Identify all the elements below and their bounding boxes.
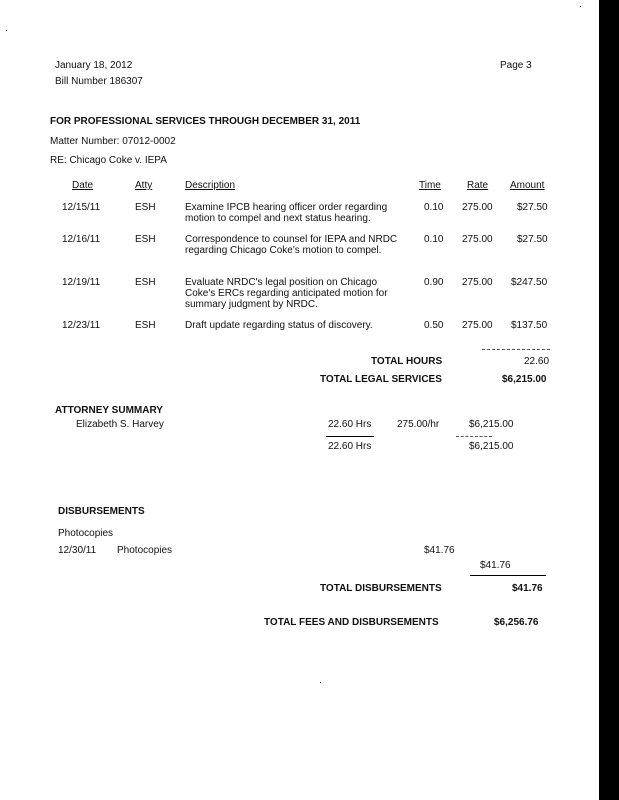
row-amount: $27.50 [517, 202, 548, 213]
scan-speck [320, 682, 321, 683]
total-hours-value: 22.60 [524, 356, 550, 367]
attorney-name: Elizabeth S. Harvey [76, 419, 164, 430]
row-rate: 275.00 [462, 234, 493, 245]
attorney-hours: 22.60 Hrs [328, 419, 372, 430]
attorney-total-amount: $6,215.00 [469, 441, 514, 452]
row-date: 12/23/11 [62, 320, 101, 331]
row-date: 12/16/11 [62, 234, 101, 245]
scan-speck [6, 30, 7, 31]
col-header-atty: Atty [135, 180, 153, 191]
attorney-summary-title: ATTORNEY SUMMARY [55, 405, 163, 416]
row-time: 0.10 [424, 234, 444, 245]
matter-number: Matter Number: 07012-0002 [50, 136, 176, 147]
invoice-date: January 18, 2012 [55, 60, 133, 71]
row-rate: 275.00 [462, 320, 493, 331]
row-description: Draft update regarding status of discovery. [185, 320, 373, 331]
attorney-total-hours: 22.60 Hrs [328, 441, 372, 452]
row-time: 0.10 [424, 202, 444, 213]
scan-speck [580, 6, 581, 7]
row-atty: ESH [135, 202, 156, 213]
disbursement-description: Photocopies [117, 545, 173, 556]
col-header-rate: Rate [467, 180, 489, 191]
row-rate: 275.00 [462, 277, 493, 288]
disbursements-title: DISBURSEMENTS [58, 506, 145, 517]
section-title: FOR PROFESSIONAL SERVICES THROUGH DECEMBER 31, 2011 [50, 116, 361, 127]
row-description: Correspondence to counsel for IEPA and NRDC regarding Chicago Coke's motion to compel. [185, 234, 398, 256]
page-number: Page 3 [500, 60, 532, 71]
disbursement-category: Photocopies [58, 528, 114, 539]
grand-total-value: $6,256.76 [494, 617, 539, 628]
attorney-rate: 275.00/hr [397, 419, 440, 430]
total-disbursements-value: $41.76 [512, 583, 543, 594]
row-time: 0.50 [424, 320, 444, 331]
disbursement-subtotal: $41.76 [480, 560, 511, 571]
col-header-time: Time [419, 180, 441, 191]
attorney-amount: $6,215.00 [469, 419, 514, 430]
col-header-description: Description [185, 180, 236, 191]
grand-total-label: TOTAL FEES AND DISBURSEMENTS [264, 617, 439, 628]
col-header-amount: Amount [510, 180, 545, 191]
row-date: 12/15/11 [62, 202, 101, 213]
disbursement-date: 12/30/11 [58, 545, 97, 556]
row-amount: $27.50 [517, 234, 548, 245]
disbursement-rule [470, 575, 546, 576]
row-atty: ESH [135, 277, 156, 288]
disbursement-amount: $41.76 [424, 545, 455, 556]
total-hours-label: TOTAL HOURS [371, 356, 443, 367]
row-time: 0.90 [424, 277, 444, 288]
re-line: RE: Chicago Coke v. IEPA [50, 155, 167, 166]
row-rate: 275.00 [462, 202, 493, 213]
row-amount: $247.50 [511, 277, 548, 288]
row-description: Examine IPCB hearing officer order regarding motion to compel and next status hearing. [185, 202, 388, 224]
bill-number: Bill Number 186307 [55, 76, 143, 87]
row-description: Evaluate NRDC's legal position on Chicago Coke's ERCs regarding anticipated motion for summary judgment by NRDC. [185, 277, 388, 310]
total-rule [482, 349, 550, 350]
row-amount: $137.50 [511, 320, 548, 331]
row-atty: ESH [135, 320, 156, 331]
col-header-date: Date [72, 180, 94, 191]
summary-rule [326, 436, 374, 437]
scan-black-edge [599, 0, 619, 800]
row-date: 12/19/11 [62, 277, 101, 288]
row-atty: ESH [135, 234, 156, 245]
total-disbursements-label: TOTAL DISBURSEMENTS [320, 583, 442, 594]
total-legal-label: TOTAL LEGAL SERVICES [320, 374, 442, 385]
summary-rule [456, 436, 492, 437]
total-legal-value: $6,215.00 [502, 374, 547, 385]
